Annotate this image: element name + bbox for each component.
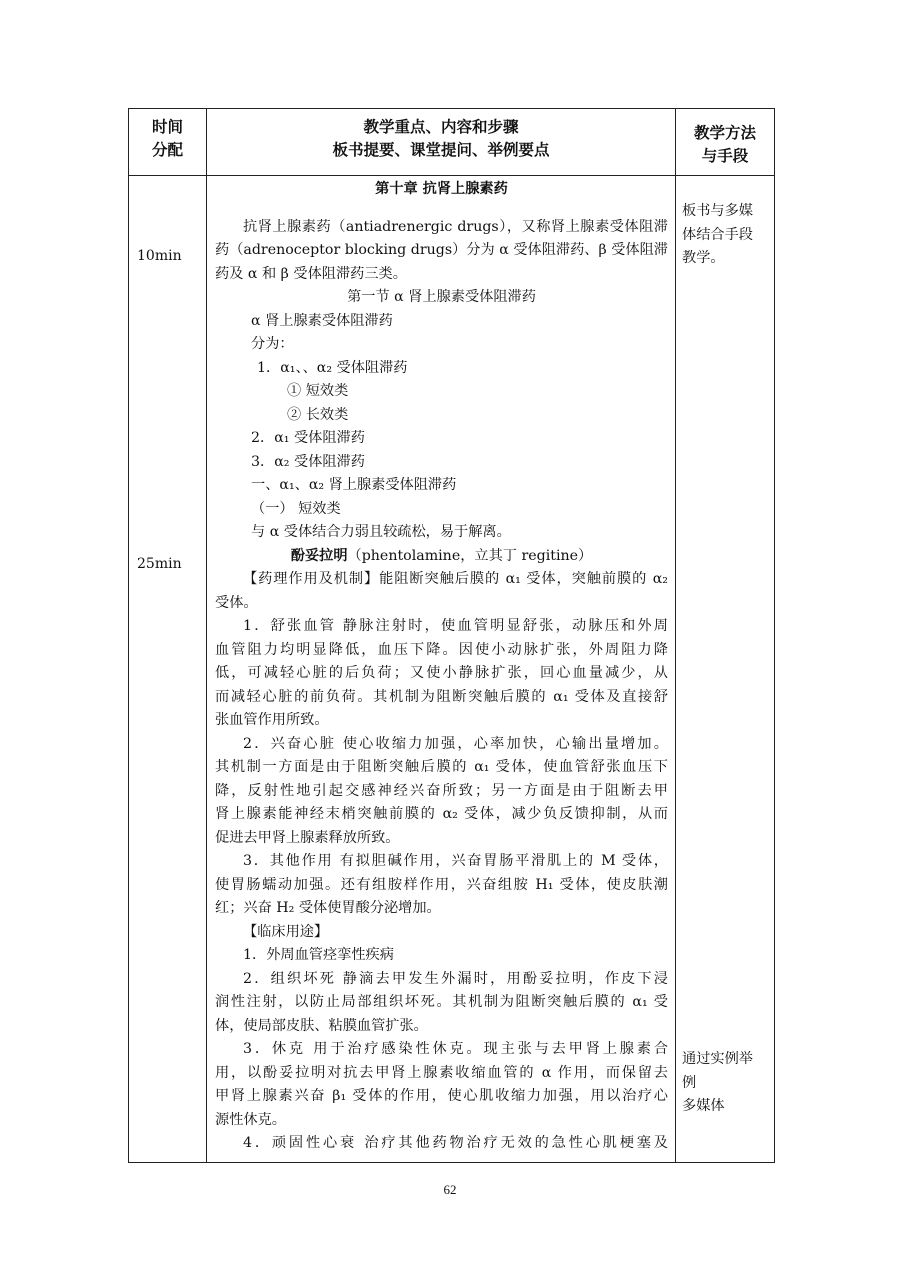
method-line: 通过实例举 (682, 1051, 753, 1067)
header-method-line-2: 与手段 (701, 146, 749, 165)
drug-heading (215, 545, 668, 569)
header-method-cell (676, 109, 775, 176)
paragraph-line: 体，使局部皮肤、粘膜血管扩张。 (215, 1017, 428, 1034)
header-time-line-1: 时间 (151, 117, 183, 136)
outline-line: ② 长效类 (287, 406, 349, 423)
paragraph-line: 降，反射性地引起交感神经兴奋所致；另一方面是由于阻断去甲 (215, 782, 668, 799)
paragraph-line: 用，以酚妥拉明对抗去甲肾上腺素收缩血管的 α 作用，而保留去 (215, 1064, 668, 1081)
paragraph-line: 而减轻心脏的前负荷。其机制为阻断突触后膜的 α₁ 受体及直接舒 (215, 688, 668, 705)
clinical-title: 【临床用途】 (243, 923, 329, 940)
method-line: 板书与多媒 (682, 203, 753, 219)
content-cell (207, 176, 676, 1163)
table-header-row (129, 109, 775, 176)
time-cell (129, 176, 207, 1163)
outline-line: 2．α₁ 受体阻滞药 (251, 430, 365, 446)
pharm-line: 【药理作用及机制】能阻断突触后膜的 α₁ 受体，突触前膜的 α₂ (243, 571, 668, 587)
paragraph-line: 1．外周血管痉挛性疾病 (243, 947, 394, 963)
header-content-cell (207, 109, 676, 176)
method-line: 体结合手段 (682, 226, 753, 243)
outline-line: 分为： (251, 336, 294, 352)
content-body (215, 178, 668, 1156)
intro-line: 药及 α 和 β 受体阻滞药三类。 (215, 265, 407, 282)
paragraph-line: 3．休克 用于治疗感染性休克。现主张与去甲肾上腺素合 (243, 1041, 668, 1057)
paragraph-line: 张血管作用所致。 (215, 712, 329, 728)
time-label-25min: 25min (137, 556, 182, 572)
time-label-10min: 10min (137, 248, 182, 264)
drug-alias: （phentolamine，立其丁 regitine） (347, 547, 593, 564)
method-block-1 (682, 200, 770, 271)
intro-line: 药（adrenoceptor blocking drugs）分为 α 受体阻滞药、β 受体阻滞 (215, 242, 668, 258)
outline-line: ① 短效类 (287, 383, 349, 399)
method-line: 例 (682, 1074, 697, 1091)
page-number: 62 (443, 1182, 457, 1197)
method-block-2 (682, 1048, 770, 1119)
table-body-row (129, 176, 775, 1163)
outline-line: α 肾上腺素受体阻滞药 (251, 312, 393, 329)
paragraph-line: 2．兴奋心脏 使心收缩力加强，心率加快，心输出量增加。 (243, 735, 668, 752)
outline-line: 与 α 受体结合力弱且较疏松，易于解离。 (251, 524, 511, 540)
drug-name: 酚妥拉明 (290, 547, 348, 564)
header-content-line-2: 板书提要、课堂提问、举例要点 (332, 140, 550, 159)
header-time-line-2: 分配 (151, 140, 183, 159)
paragraph-line: 1．舒张血管 静脉注射时，使血管明显舒张，动脉压和外周 (243, 618, 668, 634)
paragraph-line: 使胃肠蠕动加强。还有组胺样作用，兴奋组胺 H₁ 受体，使皮肤潮 (215, 876, 668, 893)
outline-line: 3．α₂ 受体阻滞药 (251, 453, 365, 470)
header-time-cell (129, 109, 207, 176)
paragraph-line: 3．其他作用 有拟胆碱作用，兴奋胃肠平滑肌上的 M 受体， (243, 853, 668, 869)
intro-line: 抗肾上腺素药（antiadrenergic drugs），又称肾上腺素受体阻滞 (243, 218, 668, 235)
paragraph-line: 润性注射，以防止局部组织坏死。其机制为阻断突触后膜的 α₁ 受 (215, 994, 668, 1010)
lesson-plan-table (128, 108, 775, 1163)
pharm-line: 受体。 (215, 594, 258, 611)
section-title: 第一节 α 肾上腺素受体阻滞药 (347, 289, 536, 305)
method-line: 教学。 (682, 250, 725, 266)
paragraph-line: 源性休克。 (215, 1111, 286, 1128)
method-line: 多媒体 (682, 1098, 725, 1114)
paragraph-line: 低，可减轻心脏的后负荷；又使小静脉扩张，回心血量减少，从 (215, 665, 668, 681)
outline-line: 一、α₁、α₂ 肾上腺素受体阻滞药 (251, 477, 457, 493)
paragraph-line: 2．组织坏死 静滴去甲发生外漏时，用酚妥拉明，作皮下浸 (243, 970, 668, 987)
paragraph-line: 甲肾上腺素兴奋 β₁ 受体的作用，使心肌收缩力加强，用以治疗心 (215, 1088, 668, 1104)
chapter-title: 第十章 抗肾上腺素药 (375, 181, 508, 197)
paragraph-line: 促进去甲肾上腺素释放所致。 (215, 829, 400, 846)
header-content-line-1: 教学重点、内容和步骤 (363, 117, 519, 136)
paragraph-line: 红；兴奋 H₂ 受体使胃酸分泌增加。 (215, 900, 441, 916)
paragraph-line: 肾上腺素能神经末梢突触前膜的 α₂ 受体，减少负反馈抑制，从而 (215, 806, 668, 822)
paragraph-line: 4．顽固性心衰 治疗其他药物治疗无效的急性心肌梗塞及 (243, 1135, 668, 1151)
outline-line: （一） 短效类 (251, 500, 341, 517)
method-cell (676, 176, 775, 1163)
paragraph-line: 其机制一方面是由于阻断突触后膜的 α₁ 受体，使血管舒张血压下 (215, 759, 668, 775)
outline-line: 1．α₁、、α₂ 受体阻滞药 (257, 359, 408, 376)
paragraph-line: 血管阻力均明显降低，血压下降。因使小动脉扩张，外周阻力降 (215, 641, 668, 658)
header-method-line-1: 教学方法 (693, 123, 756, 142)
